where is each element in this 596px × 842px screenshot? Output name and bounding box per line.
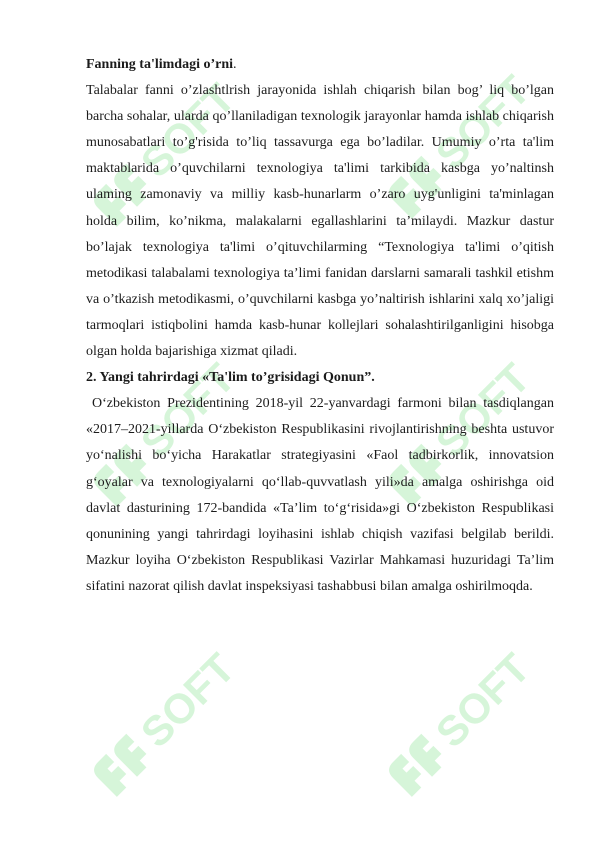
watermark-logo xyxy=(87,644,244,801)
watermark-layer: SOFT xyxy=(0,0,596,842)
document-page xyxy=(86,52,554,600)
section-2-paragraph: O‘zbekiston Prezidentining 2018-yil 22-yanvardagi farmoni bilan tasdiqlangan «2017–2021-yillarda O‘zbekiston Respublikasini rivojlantirishning beshta ustuvor yo‘nalishi bo‘yicha Harakatlar strategiyasini «Faol tadbirkorlik, innovatsion g‘oyalar va texnologiyalarni qo‘llab-quvvatlash yili»da amalga oshirishga oid davlat dasturining 172-bandida «Ta’lim to‘g‘risida»gi O‘zbekiston Respublikasi qonunining yangi tahrirdagi loyihasini ishlab chiqish vazifasi belgilab berildi. Mazkur loyiha O‘zbekiston Respublikasi Vazirlar Mahkamasi huzuridagi Ta’lim sifatini nazorat qilish davlat inspeksiyasi tashabbusi bilan amalga oshirilmoqda. xyxy=(86,396,554,594)
section-2-heading: 2. Yangi tahrirdagi «Ta'lim to’grisidagi Qonun”. xyxy=(86,370,375,386)
section-1-heading xyxy=(86,52,554,78)
section-1-heading-text: Fanning ta'limdagi o’rni xyxy=(86,57,234,72)
section-1-heading-period: . xyxy=(233,57,237,72)
section-1-paragraph: Talabalar fanni o’zlashtlrish jarayonida ishlah chiqarish bilan bog’ liq bo’lgan barcha sohalar, ularda qo’llaniladigan texnologik jarayonlar hamda ishlab chiqarish munosabatlari to’g'risida to’liq tassavurga ega bo’ladilar. Umumiy o’rta ta'lim maktablarida o’quvchilarni texnologiya ta'limi tarkibida kasbga yo’naltinsh ulaming zamonaviy va milliy kasb-hunarlarm o’zaro uyg'unligini ta'minlagan holda bilim, ko’nikma, malakalarni egallashlarini ta’milaydi. Mazkur dastur bo’lajak texnologiya ta'limi o’qituvchilarming “Texnologiya ta'limi o’qitish metodikasi talabalami texnologiya ta’limi fanidan darslarni samarali tashkil etishm va o’tkazish metodikasmi, o’quvchilarni kasbga yo’naltirish ishlarini xalq xo’jaligi tarmoqlari istiqbolini hamda kasb-hunar kollejlari sohalashtirilganligini hisobga olgan holda bajarishiga xizmat qiladi. xyxy=(86,83,554,360)
watermark-logo xyxy=(382,644,539,801)
